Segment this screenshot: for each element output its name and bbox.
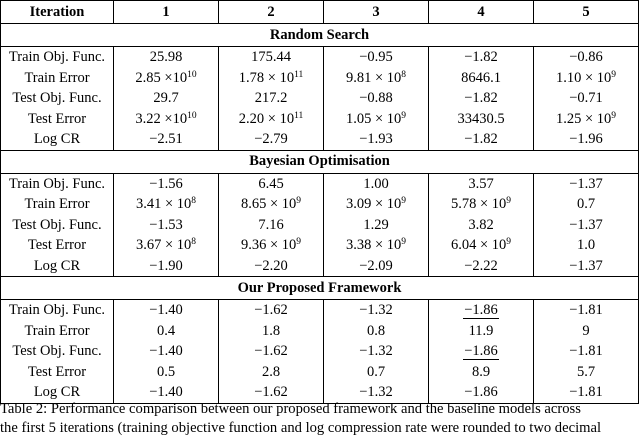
cell-value: −1.53 — [149, 216, 183, 233]
section-header-row — [1, 24, 639, 47]
cell-value: 11.9 — [468, 322, 494, 339]
table-cell — [429, 194, 534, 215]
table-cell — [324, 194, 429, 215]
cell-value: −1.81 — [569, 384, 603, 400]
table-cell — [429, 129, 534, 150]
cell-exponent: 9 — [611, 110, 617, 121]
table-cell — [114, 88, 219, 109]
cell-value: 1.29 — [363, 216, 389, 233]
table-cell — [114, 194, 219, 215]
table-row — [1, 256, 639, 277]
cell-value: −1.93 — [359, 131, 393, 147]
cell-exponent: 8 — [401, 69, 407, 80]
table-cell — [219, 109, 324, 130]
table-cell — [324, 109, 429, 130]
table-row — [1, 129, 639, 150]
cell-value: −1.86 — [464, 302, 498, 318]
table-cell — [324, 88, 429, 109]
cell-value: −1.37 — [569, 175, 603, 192]
table-cell — [324, 362, 429, 383]
cell-value: 175.44 — [251, 49, 291, 65]
table-cell — [534, 129, 639, 150]
cell-value: 0.4 — [156, 322, 176, 339]
table-cell — [324, 341, 429, 362]
cell-value: −1.96 — [569, 131, 603, 147]
header-row — [1, 1, 639, 24]
cell-value: 3.67 × 10 — [135, 237, 192, 253]
table-cell — [219, 300, 324, 321]
table-cell — [114, 109, 219, 130]
cell-exponent: 9 — [506, 196, 512, 206]
section-our-proposed-framework — [1, 277, 639, 404]
table-cell — [114, 235, 219, 256]
cell-value: −1.40 — [149, 384, 183, 400]
cell-value: 29.7 — [153, 90, 179, 106]
cell-value: 3.22 ×10 — [135, 110, 188, 127]
cell-value: −1.32 — [359, 302, 393, 318]
table-cell — [114, 68, 219, 89]
table-row — [1, 300, 639, 321]
table-cell — [219, 47, 324, 68]
table-row — [1, 321, 639, 342]
row-label: Log CR — [1, 256, 114, 277]
table-cell — [324, 256, 429, 277]
header-col-3: 3 — [324, 1, 429, 24]
cell-value: 8.65 × 10 — [240, 196, 297, 212]
cell-value: 1.25 × 10 — [555, 110, 612, 127]
table-cell — [429, 256, 534, 277]
table-row — [1, 215, 639, 236]
cell-value: −2.51 — [149, 131, 183, 147]
section-title: Bayesian Optimisation — [1, 150, 639, 173]
row-label: Train Error — [1, 321, 114, 342]
cell-value: 8.9 — [471, 363, 491, 380]
table-cell — [429, 109, 534, 130]
table-cell — [534, 341, 639, 362]
cell-value: −1.62 — [254, 384, 288, 400]
table-row — [1, 68, 639, 89]
cell-value: 9.81 × 10 — [345, 69, 402, 86]
cell-exponent: 10 — [187, 110, 197, 121]
header-col-2: 2 — [219, 1, 324, 24]
cell-exponent: 9 — [611, 69, 617, 80]
row-label: Test Error — [1, 235, 114, 256]
cell-value: 217.2 — [254, 90, 288, 106]
header-iteration: Iteration — [1, 1, 114, 24]
table-row — [1, 235, 639, 256]
table-cell — [324, 300, 429, 321]
cell-value: −0.95 — [359, 49, 393, 65]
cell-value: 3.38 × 10 — [345, 237, 402, 253]
cell-value: 1.00 — [363, 175, 389, 192]
table-cell — [534, 194, 639, 215]
table-cell — [324, 215, 429, 236]
table-cell — [219, 321, 324, 342]
cell-value: −1.40 — [149, 302, 183, 318]
table-cell — [324, 321, 429, 342]
caption-line-2: the first 5 iterations (training objective function and log compression rate were rounded to two decimal — [0, 420, 602, 436]
header-col-4: 4 — [429, 1, 534, 24]
table-cell — [429, 47, 534, 68]
table-cell — [324, 235, 429, 256]
cell-exponent: 11 — [294, 110, 304, 121]
row-label: Train Obj. Func. — [1, 47, 114, 68]
cell-value: 25.98 — [149, 49, 183, 65]
row-label: Train Obj. Func. — [1, 300, 114, 321]
row-label: Train Error — [1, 194, 114, 215]
cell-exponent: 9 — [401, 196, 407, 206]
table-cell — [219, 362, 324, 383]
cell-exponent: 9 — [296, 237, 302, 247]
cell-value: −1.82 — [464, 90, 498, 106]
cell-value: −2.09 — [359, 257, 393, 274]
table-cell — [534, 215, 639, 236]
table-cell — [429, 362, 534, 383]
cell-value: 1.10 × 10 — [555, 69, 612, 86]
table-cell — [114, 129, 219, 150]
cell-value: −1.62 — [254, 302, 288, 318]
table-cell — [219, 341, 324, 362]
table-cell — [114, 362, 219, 383]
header-col-5: 5 — [534, 1, 639, 24]
section-title: Random Search — [1, 24, 639, 47]
cell-value: 8646.1 — [461, 69, 501, 86]
cell-value: 0.5 — [156, 363, 176, 380]
table-row — [1, 109, 639, 130]
table-cell — [429, 68, 534, 89]
row-label: Test Obj. Func. — [1, 215, 114, 236]
row-label: Test Obj. Func. — [1, 341, 114, 362]
cell-value: 33430.5 — [457, 110, 505, 127]
cell-value: 1.05 × 10 — [345, 110, 402, 127]
cell-value: −2.22 — [464, 257, 498, 274]
table-cell — [534, 256, 639, 277]
cell-value: −0.88 — [359, 90, 393, 106]
cell-value: −1.37 — [569, 257, 603, 274]
table-cell — [429, 321, 534, 342]
table-cell — [114, 215, 219, 236]
table-cell — [534, 321, 639, 342]
cell-value: 1.78 × 10 — [238, 69, 295, 86]
table-cell — [534, 109, 639, 130]
cell-value: −1.32 — [359, 343, 393, 359]
table-cell — [219, 173, 324, 194]
row-label: Train Obj. Func. — [1, 173, 114, 194]
cell-value: −1.81 — [569, 302, 603, 318]
cell-value: −1.86 — [464, 384, 498, 400]
cell-value: −2.20 — [254, 257, 288, 274]
cell-value: −2.79 — [254, 131, 288, 147]
cell-value: −1.81 — [569, 343, 603, 359]
row-label: Test Error — [1, 362, 114, 383]
cell-value: 5.7 — [576, 363, 596, 380]
cell-value: 3.82 — [468, 216, 494, 233]
table-cell — [534, 235, 639, 256]
cell-exponent: 8 — [191, 237, 197, 247]
cell-value: 2.20 × 10 — [238, 110, 295, 127]
cell-value: 2.85 ×10 — [135, 69, 188, 86]
cell-value: −0.71 — [569, 90, 603, 106]
cell-value: −1.32 — [359, 384, 393, 400]
cell-exponent: 9 — [401, 110, 407, 121]
cell-value: 0.7 — [576, 196, 596, 212]
table-cell — [534, 300, 639, 321]
cell-value: −1.56 — [149, 175, 183, 192]
table-cell — [114, 341, 219, 362]
table-cell — [219, 68, 324, 89]
table-cell — [219, 88, 324, 109]
caption-line-1: Table 2: Performance comparison between our proposed framework and the baseline models across — [0, 401, 581, 417]
section-title: Our Proposed Framework — [1, 277, 639, 300]
table-cell — [114, 300, 219, 321]
table-row — [1, 47, 639, 68]
table-cell — [534, 362, 639, 383]
cell-exponent: 10 — [187, 69, 197, 80]
cell-value: 0.7 — [366, 363, 386, 380]
row-label: Log CR — [1, 129, 114, 150]
table-row — [1, 173, 639, 194]
section-bayesian-optimisation — [1, 150, 639, 277]
table-row — [1, 194, 639, 215]
cell-value: 5.78 × 10 — [450, 196, 507, 212]
cell-value: 2.8 — [261, 363, 281, 380]
table-cell — [429, 215, 534, 236]
cell-value: 6.45 — [258, 175, 284, 192]
cell-value: −1.86 — [464, 343, 498, 359]
header-col-1: 1 — [114, 1, 219, 24]
cell-value: 1.8 — [261, 322, 281, 339]
table-cell — [429, 88, 534, 109]
table-cell — [114, 321, 219, 342]
cell-exponent: 9 — [506, 237, 512, 247]
cell-value: 3.41 × 10 — [135, 196, 192, 212]
table-cell — [429, 300, 534, 321]
table-cell — [114, 47, 219, 68]
row-label: Log CR — [1, 382, 114, 403]
cell-value: 3.09 × 10 — [345, 196, 402, 212]
table-cell — [219, 129, 324, 150]
cell-value: 3.57 — [468, 175, 494, 192]
cell-exponent: 9 — [401, 237, 407, 247]
cell-exponent: 9 — [296, 196, 302, 206]
table-cell — [114, 173, 219, 194]
cell-value: 9 — [582, 322, 590, 339]
table-row — [1, 341, 639, 362]
table-cell — [429, 235, 534, 256]
cell-exponent: 8 — [191, 196, 197, 206]
cell-value: −1.90 — [149, 257, 183, 274]
cell-value: 9.36 × 10 — [240, 237, 297, 253]
table-cell — [534, 173, 639, 194]
row-label: Train Error — [1, 68, 114, 89]
table-cell — [324, 68, 429, 89]
row-label: Test Error — [1, 109, 114, 130]
cell-value: −1.40 — [149, 343, 183, 359]
table-cell — [219, 235, 324, 256]
cell-value: 1.0 — [576, 237, 596, 253]
table-row — [1, 88, 639, 109]
cell-value: −1.37 — [569, 216, 603, 233]
table-header — [1, 1, 639, 24]
table-cell — [429, 173, 534, 194]
section-header-row — [1, 277, 639, 300]
table-cell — [324, 173, 429, 194]
section-header-row — [1, 150, 639, 173]
cell-exponent: 11 — [294, 69, 304, 80]
section-random-search — [1, 24, 639, 151]
table-cell — [219, 256, 324, 277]
row-label: Test Obj. Func. — [1, 88, 114, 109]
table-cell — [324, 47, 429, 68]
table-cell — [324, 129, 429, 150]
cell-value: 7.16 — [258, 216, 284, 233]
table-cell — [534, 88, 639, 109]
table-row — [1, 362, 639, 383]
table-caption — [0, 400, 640, 438]
cell-value: 0.8 — [366, 322, 386, 339]
table-cell — [429, 341, 534, 362]
table-cell — [114, 256, 219, 277]
table-cell — [534, 68, 639, 89]
cell-value: 6.04 × 10 — [450, 237, 507, 253]
table-cell — [219, 215, 324, 236]
cell-value: −1.62 — [254, 343, 288, 359]
table-cell — [534, 47, 639, 68]
cell-value: −1.82 — [464, 131, 498, 147]
table-cell — [219, 194, 324, 215]
cell-value: −1.82 — [464, 49, 498, 65]
cell-value: −0.86 — [569, 49, 603, 65]
